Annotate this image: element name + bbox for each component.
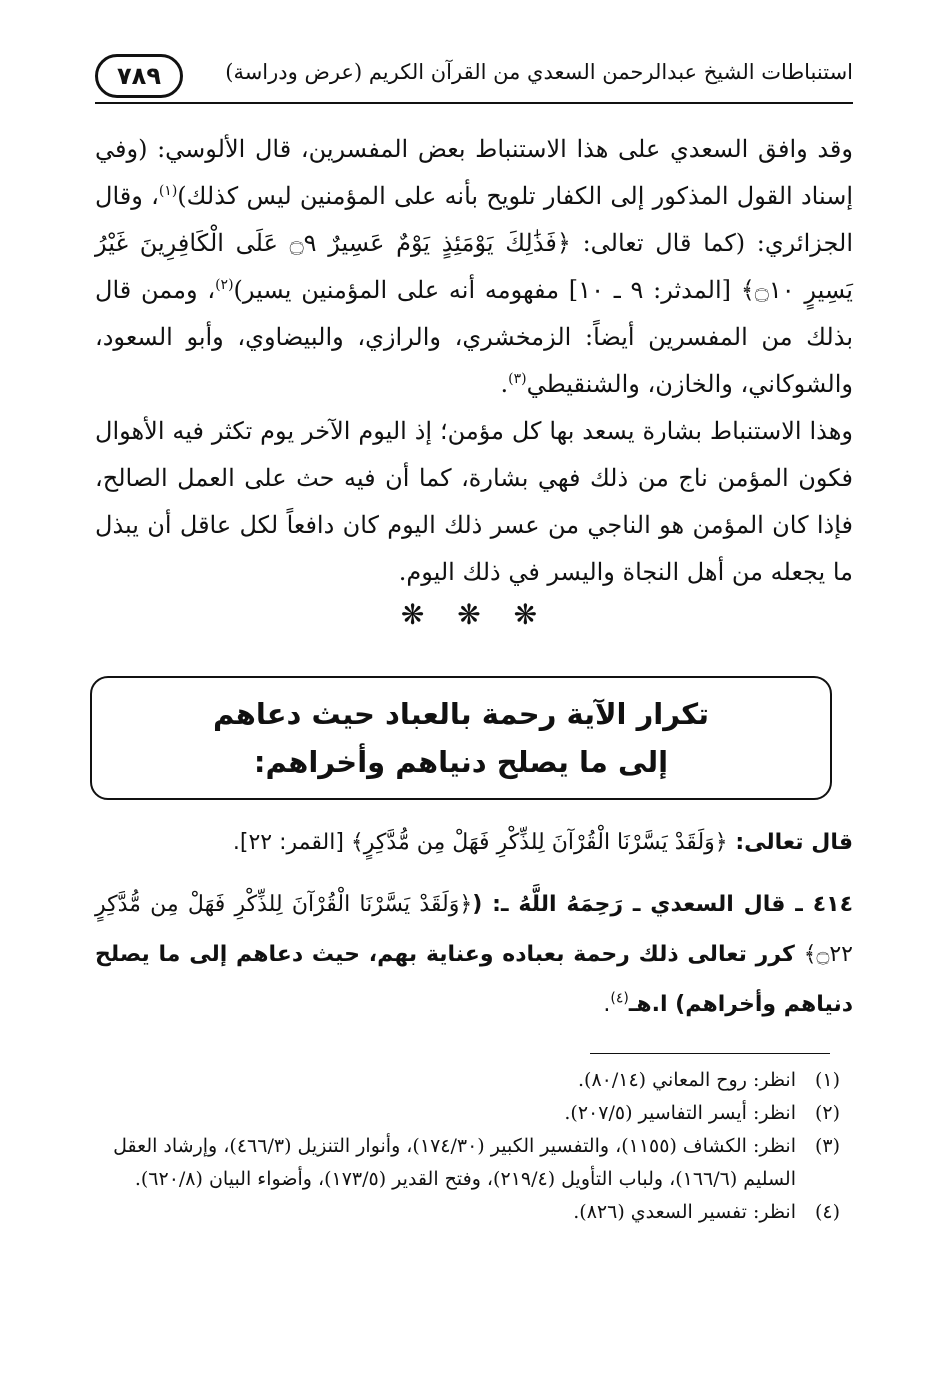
section-title-line-2: إلى ما يصلح دنياهم وأخراهم: <box>253 745 669 779</box>
footnote-item <box>100 1064 840 1097</box>
verse-reference: [القمر: ٢٢]. <box>232 830 351 855</box>
quran-verse: ﴿وَلَقَدْ يَسَّرْنَا الْقُرْآنَ لِلذِّكْرِ فَهَلْ مِن مُّدَّكِرٍ﴾ <box>350 830 728 855</box>
text-run: وقد وافق السعدي على هذا الاستنباط بعض المفسرين، قال الألوسي: (وفي إسناد القول المذكور إلى الكفار تلويح بأنه على المؤمنين ليس كذلك) <box>95 135 854 210</box>
footnote-text: انظر: تفسير السعدي (٨٢٦). <box>573 1201 796 1223</box>
footnote-number: (٤) <box>814 1201 840 1223</box>
verse-citation <box>95 818 853 868</box>
text-run: . <box>603 992 611 1017</box>
section-title-box <box>90 676 832 800</box>
footnote-ref-3[interactable]: (٣) <box>508 371 527 387</box>
paragraph-414 <box>95 880 853 1030</box>
footnotes <box>100 1064 840 1229</box>
section-separator: ❋ ❋ ❋ <box>400 598 550 631</box>
text-run: ، وقال الجزائري: (كما قال تعالى: <box>95 182 853 257</box>
page-header <box>95 50 853 104</box>
text-run: . <box>500 370 509 398</box>
section-title-line-1: تكرار الآية رحمة بالعباد حيث دعاهم <box>212 697 710 731</box>
footnote-ref-4[interactable]: (٤) <box>610 990 629 1007</box>
text-run: ، وممن قال بذلك من المفسرين أيضاً: الزمخشري، والرازي، والبيضاوي، وأبو السعود، والشوكاني، والخازن، والشنقيطي <box>95 276 853 398</box>
footnote-item <box>100 1196 840 1229</box>
entry-lead: ٤١٤ ـ قال السعدي ـ رَحِمَهُ اللَّهُ ـ: ( <box>472 892 854 917</box>
footnote-item <box>100 1130 840 1196</box>
paragraph-scholars-agreement <box>95 126 853 408</box>
footnote-text: انظر: روح المعاني (٨٠/١٤). <box>577 1069 796 1091</box>
footnote-number: (١) <box>814 1069 840 1091</box>
footnote-text: انظر: الكشاف (١١٥٥)، والتفسير الكبير (١٧٤/٣٠)، وأنوار التنزيل (٤٦٦/٣)، وإرشاد العقل السليم (١٦٦/٦)، ولباب التأويل (٢١٩/٤)، وفتح القدير (١٧٣/٥)، وأضواء البيان (٦٢٠/٨). <box>113 1135 796 1190</box>
quran-verse: ﴿وَلَقَدْ يَسَّرْنَا الْقُرْآنَ لِلذِّكْرِ فَهَلْ مِن مُّدَّكِرٍ ۝٢٢﴾ <box>95 892 853 967</box>
footnote-item <box>100 1097 840 1130</box>
page-number: ٧٨٩ <box>95 54 183 98</box>
footnote-number: (٣) <box>814 1135 840 1157</box>
running-title: استنباطات الشيخ عبدالرحمن السعدي من القرآن الكريم (عرض ودراسة) <box>225 60 853 84</box>
footnote-number: (٢) <box>814 1102 840 1124</box>
verse-intro: قال تعالى: <box>727 830 853 855</box>
footnote-divider <box>590 1053 830 1054</box>
footnote-ref-1[interactable]: (١) <box>158 183 178 199</box>
quran-verse: ﴿فَذَٰلِكَ يَوْمَئِذٍ يَوْمٌ عَسِيرٌ ۝٩ عَلَى الْكَافِرِينَ غَيْرُ يَسِيرٍ ۝١٠﴾ <box>95 229 853 304</box>
text-run: [المدثر: ٩ ـ ١٠] مفهومه أنه على المؤمنين يسير) <box>233 276 741 304</box>
footnote-ref-2[interactable]: (٢) <box>215 277 234 293</box>
paragraph-glad-tidings: وهذا الاستنباط بشارة يسعد بها كل مؤمن؛ إذ اليوم الآخر يوم تكثر فيه الأهوال فكون المؤمن ناج من ذلك فهي بشارة، كما أن فيه حث على العمل الصالح، فإذا كان المؤمن هو الناجي من عسر ذلك اليوم كان دافعاً لكل عاقل أن يبذل ما يجعله من أهل النجاة واليسر في ذلك اليوم. <box>95 417 853 586</box>
entry-body: كرر تعالى ذلك رحمة بعباده وعناية بهم، حيث دعاهم إلى ما يصلح دنياهم وأخراهم) ا.هـ <box>95 942 853 1017</box>
footnote-text: انظر: أيسر التفاسير (٢٠٧/٥). <box>564 1102 796 1124</box>
